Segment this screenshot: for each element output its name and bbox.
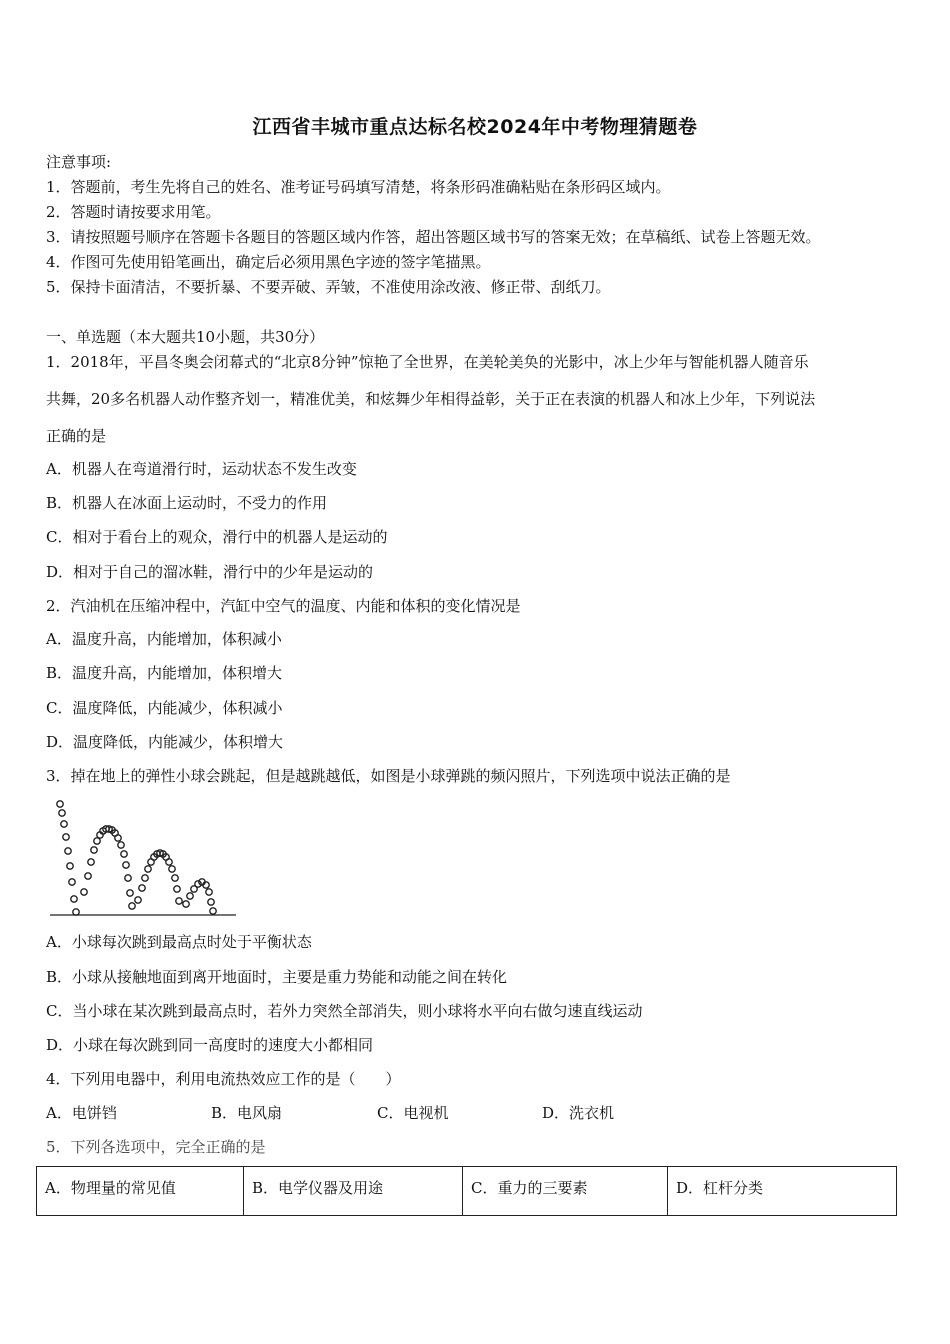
q1-option-a: A．机器人在弯道滑行时，运动状态不发生改变	[46, 460, 357, 478]
bouncing-ball-figure	[46, 796, 241, 921]
q4-stem: 4．下列用电器中，利用电流热效应工作的是（ ）	[46, 1070, 401, 1088]
note-item: 5．保持卡面清洁，不要折暴、不要弄破、弄皱，不准使用涂改液、修正带、刮纸刀。	[46, 278, 611, 296]
q5-table	[36, 1166, 897, 1216]
exam-title: 江西省丰城市重点达标名校2024年中考物理猜题卷	[252, 116, 698, 138]
q4-option-c: C．电视机	[377, 1104, 449, 1122]
q1-option-d: D．相对于自己的溜冰鞋，滑行中的少年是运动的	[46, 563, 374, 581]
q1-stem-line: 正确的是	[46, 427, 107, 445]
ball-positions	[57, 801, 216, 915]
q5-table-row	[37, 1167, 897, 1216]
q2-option-a: A．温度升高，内能增加，体积减小	[46, 630, 282, 648]
q1-stem-line: 共舞，20多名机器人动作整齐划一，精准优美，和炫舞少年相得益彰，关于正在表演的机器人和冰上少年，下列说法	[46, 390, 816, 408]
q4-option-a: A．电饼铛	[46, 1104, 117, 1122]
q2-option-c: C．温度降低，内能减少，体积减小	[46, 699, 283, 717]
q5-cell-b: B．电学仪器及用途	[244, 1167, 463, 1216]
q3-option-d: D．小球在每次跳到同一高度时的速度大小都相同	[46, 1036, 374, 1054]
note-item: 2．答题时请按要求用笔。	[46, 203, 221, 221]
q2-option-b: B．温度升高，内能增加，体积增大	[46, 664, 283, 682]
q3-stem: 3．掉在地上的弹性小球会跳起，但是越跳越低，如图是小球弹跳的频闪照片，下列选项中说法正确的是	[46, 767, 731, 785]
notes-header: 注意事项:	[46, 153, 112, 171]
q5-cell-c: C．重力的三要素	[463, 1167, 668, 1216]
section-heading: 一、单选题（本大题共10小题，共30分）	[46, 328, 325, 346]
q2-stem: 2．汽油机在压缩冲程中，汽缸中空气的温度、内能和体积的变化情况是	[46, 597, 521, 615]
q3-option-a: A．小球每次跳到最高点时处于平衡状态	[46, 933, 312, 951]
q4-option-d: D．洗衣机	[542, 1104, 615, 1122]
q4-option-b: B．电风扇	[211, 1104, 283, 1122]
q1-option-b: B．机器人在冰面上运动时，不受力的作用	[46, 494, 328, 512]
q2-option-d: D．温度降低，内能减少，体积增大	[46, 733, 284, 751]
q5-cell-d: D．杠杆分类	[668, 1167, 897, 1216]
note-item: 4．作图可先使用铅笔画出，确定后必须用黑色字迹的签字笔描黑。	[46, 253, 491, 271]
note-item: 1．答题前，考生先将自己的姓名、准考证号码填写清楚，将条形码准确粘贴在条形码区域内。	[46, 178, 671, 196]
q1-option-c: C．相对于看台上的观众，滑行中的机器人是运动的	[46, 528, 388, 546]
q1-stem-line: 1．2018年，平昌冬奥会闭幕式的“北京8分钟”惊艳了全世界，在美轮美奂的光影中，冰上少年与智能机器人随音乐	[46, 353, 809, 371]
q5-stem: 5．下列各选项中，完全正确的是	[46, 1138, 266, 1156]
note-item: 3．请按照题号顺序在答题卡各题目的答题区域内作答，超出答题区域书写的答案无效；在草稿纸、试卷上答题无效。	[46, 228, 821, 246]
q3-option-b: B．小球从接触地面到离开地面时，主要是重力势能和动能之间在转化	[46, 968, 508, 986]
q3-option-c: C．当小球在某次跳到最高点时，若外力突然全部消失，则小球将水平向右做匀速直线运动	[46, 1002, 643, 1020]
q5-cell-a: A．物理量的常见值	[37, 1167, 244, 1216]
